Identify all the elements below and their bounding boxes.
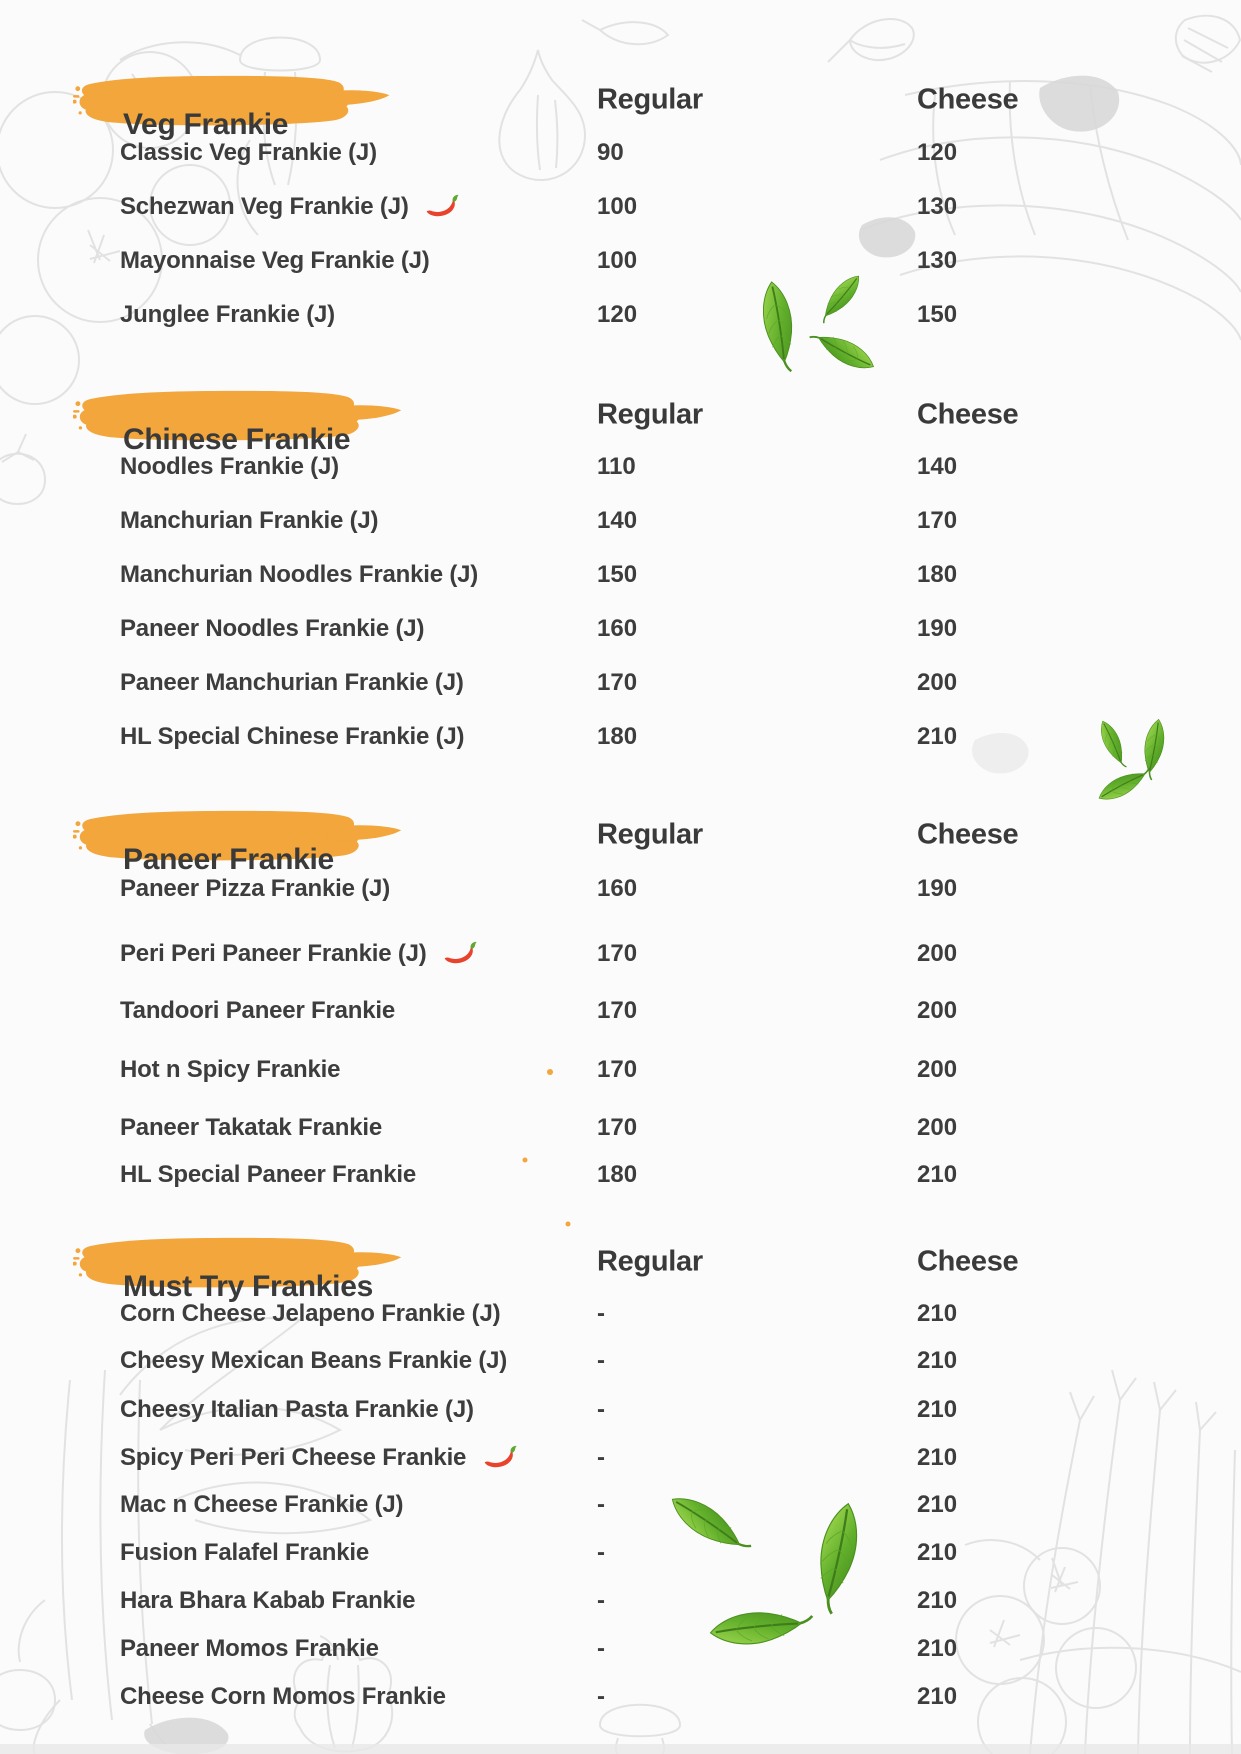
item-name: Paneer Pizza Frankie (J) xyxy=(120,875,390,902)
item-name: Hot n Spicy Frankie xyxy=(120,1056,341,1083)
item-price-cheese: 210 xyxy=(917,723,958,750)
section-title: Must Try Frankies xyxy=(123,1269,373,1303)
item-price-cheese: 210 xyxy=(917,1444,958,1471)
item-name: Manchurian Noodles Frankie (J) xyxy=(120,561,479,588)
column-header-regular: Regular xyxy=(597,83,703,116)
item-name: Peri Peri Paneer Frankie (J) xyxy=(120,940,427,967)
item-price-cheese: 130 xyxy=(917,247,958,274)
item-name: Junglee Frankie (J) xyxy=(120,301,335,328)
item-name: Cheesy Italian Pasta Frankie (J) xyxy=(120,1396,474,1423)
item-price-cheese: 150 xyxy=(917,301,958,328)
item-price-regular: - xyxy=(597,1396,605,1423)
item-name: Paneer Takatak Frankie xyxy=(120,1114,382,1141)
section-title: Paneer Frankie xyxy=(123,842,334,876)
item-price-regular: - xyxy=(597,1635,605,1662)
chili-icon xyxy=(443,941,477,978)
item-name: HL Special Chinese Frankie (J) xyxy=(120,723,465,750)
item-name: Mac n Cheese Frankie (J) xyxy=(120,1491,404,1518)
item-name: Schezwan Veg Frankie (J) xyxy=(120,193,409,220)
item-name: Spicy Peri Peri Cheese Frankie xyxy=(120,1444,467,1471)
item-price-regular: - xyxy=(597,1587,605,1614)
menu-item-row xyxy=(120,450,1220,484)
menu-item-row xyxy=(120,1488,1220,1522)
menu-item-row xyxy=(120,244,1220,278)
section-header xyxy=(0,806,1241,876)
item-price-regular: - xyxy=(597,1539,605,1566)
item-price-regular: 160 xyxy=(597,615,638,642)
menu-item-row xyxy=(120,1632,1220,1666)
item-price-regular: 100 xyxy=(597,193,638,220)
menu-item-row xyxy=(120,558,1220,592)
item-name: Noodles Frankie (J) xyxy=(120,453,339,480)
menu-item-row xyxy=(120,1111,1220,1145)
item-price-regular: - xyxy=(597,1347,605,1374)
menu-item-row xyxy=(120,937,1220,971)
item-price-cheese: 200 xyxy=(917,1114,958,1141)
item-price-regular: 150 xyxy=(597,561,638,588)
menu-item-row xyxy=(120,872,1220,906)
item-price-cheese: 200 xyxy=(917,997,958,1024)
section-header xyxy=(0,71,1241,141)
item-price-regular: 170 xyxy=(597,997,638,1024)
item-price-cheese: 170 xyxy=(917,507,958,534)
item-price-regular: 140 xyxy=(597,507,638,534)
section-header xyxy=(0,386,1241,456)
column-header-cheese: Cheese xyxy=(917,398,1019,431)
item-name: Fusion Falafel Frankie xyxy=(120,1539,369,1566)
item-price-cheese: 180 xyxy=(917,561,958,588)
item-price-cheese: 190 xyxy=(917,875,958,902)
item-price-cheese: 120 xyxy=(917,139,958,166)
paint-speck xyxy=(523,1069,571,1227)
item-name: Corn Cheese Jelapeno Frankie (J) xyxy=(120,1300,501,1327)
menu-item-row xyxy=(120,1680,1220,1714)
section-title: Veg Frankie xyxy=(123,107,289,141)
item-name: Cheese Corn Momos Frankie xyxy=(120,1683,446,1710)
item-price-regular: 120 xyxy=(597,301,638,328)
menu-item-row xyxy=(120,1344,1220,1378)
menu-item-row xyxy=(120,1584,1220,1618)
item-price-regular: 170 xyxy=(597,1056,638,1083)
menu-item-row xyxy=(120,1158,1220,1192)
item-name: HL Special Paneer Frankie xyxy=(120,1161,417,1188)
column-header-cheese: Cheese xyxy=(917,83,1019,116)
menu-item-row xyxy=(120,612,1220,646)
item-price-cheese: 210 xyxy=(917,1683,958,1710)
item-price-cheese: 130 xyxy=(917,193,958,220)
item-price-regular: 90 xyxy=(597,139,624,166)
menu-item-row xyxy=(120,1536,1220,1570)
menu-item-row xyxy=(120,1297,1220,1331)
item-price-cheese: 200 xyxy=(917,669,958,696)
item-name: Tandoori Paneer Frankie xyxy=(120,997,396,1024)
chili-icon xyxy=(425,194,459,231)
menu-item-row xyxy=(120,720,1220,754)
section-title: Chinese Frankie xyxy=(123,422,351,456)
item-price-regular: 100 xyxy=(597,247,638,274)
item-name: Paneer Manchurian Frankie (J) xyxy=(120,669,464,696)
column-header-cheese: Cheese xyxy=(917,818,1019,851)
item-price-cheese: 210 xyxy=(917,1300,958,1327)
item-name: Cheesy Mexican Beans Frankie (J) xyxy=(120,1347,508,1374)
item-price-regular: - xyxy=(597,1444,605,1471)
item-price-regular: 180 xyxy=(597,723,638,750)
item-price-regular: 170 xyxy=(597,940,638,967)
item-price-cheese: 210 xyxy=(917,1539,958,1566)
item-price-regular: 180 xyxy=(597,1161,638,1188)
item-price-cheese: 210 xyxy=(917,1161,958,1188)
item-name: Mayonnaise Veg Frankie (J) xyxy=(120,247,430,274)
item-price-regular: - xyxy=(597,1300,605,1327)
item-name: Manchurian Frankie (J) xyxy=(120,507,379,534)
item-price-regular: 110 xyxy=(597,453,636,480)
column-header-regular: Regular xyxy=(597,398,703,431)
item-price-regular: 170 xyxy=(597,669,638,696)
item-name: Classic Veg Frankie (J) xyxy=(120,139,377,166)
menu-item-row xyxy=(120,1441,1220,1475)
item-price-cheese: 210 xyxy=(917,1491,958,1518)
section-header xyxy=(0,1233,1241,1303)
item-name: Paneer Noodles Frankie (J) xyxy=(120,615,425,642)
item-price-regular: - xyxy=(597,1683,605,1710)
menu-item-row xyxy=(120,504,1220,538)
column-header-regular: Regular xyxy=(597,818,703,851)
menu-item-row xyxy=(120,1053,1220,1087)
item-price-cheese: 210 xyxy=(917,1635,958,1662)
item-price-cheese: 210 xyxy=(917,1396,958,1423)
item-price-regular: - xyxy=(597,1491,605,1518)
item-price-cheese: 210 xyxy=(917,1347,958,1374)
menu-item-row xyxy=(120,994,1220,1028)
menu-item-row xyxy=(120,1393,1220,1427)
item-name: Paneer Momos Frankie xyxy=(120,1635,379,1662)
item-price-cheese: 200 xyxy=(917,1056,958,1083)
column-header-cheese: Cheese xyxy=(917,1245,1019,1278)
item-price-regular: 170 xyxy=(597,1114,638,1141)
item-price-cheese: 190 xyxy=(917,615,958,642)
menu-item-row xyxy=(120,298,1220,332)
item-price-cheese: 140 xyxy=(917,453,958,480)
column-header-regular: Regular xyxy=(597,1245,703,1278)
menu-item-row xyxy=(120,136,1220,170)
menu-item-row xyxy=(120,190,1220,224)
chili-icon xyxy=(483,1445,517,1482)
item-price-cheese: 210 xyxy=(917,1587,958,1614)
item-price-regular: 160 xyxy=(597,875,638,902)
item-price-cheese: 200 xyxy=(917,940,958,967)
menu-item-row xyxy=(120,666,1220,700)
item-name: Hara Bhara Kabab Frankie xyxy=(120,1587,416,1614)
